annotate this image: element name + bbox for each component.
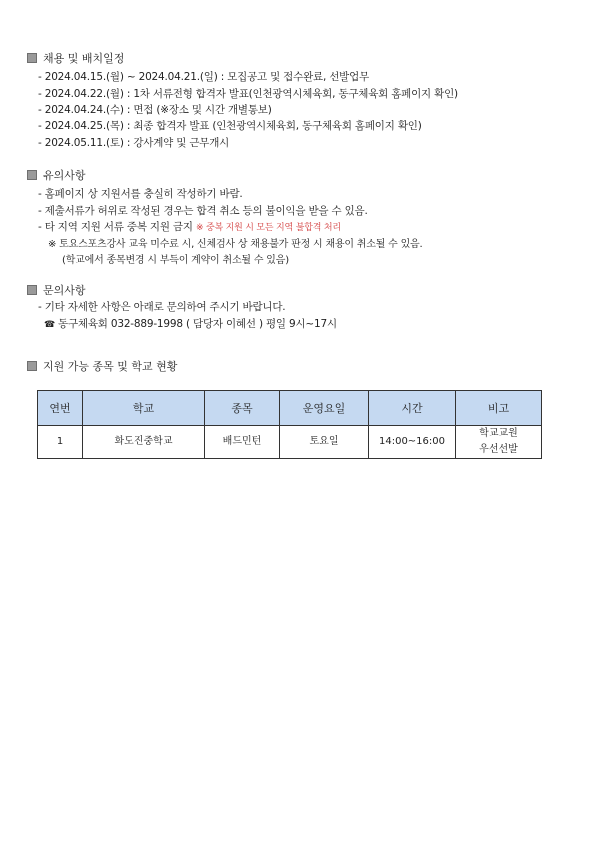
phone-icon: ☎ [44,320,56,330]
notes-title: 유의사항 [43,169,86,182]
notes-item-duplicate [38,219,341,234]
note-line: 우선선발 [479,444,518,455]
square-bullet-icon [27,361,37,371]
schedule-title: 채용 및 배치일정 [43,52,125,65]
table-row [38,426,542,459]
extra-note: ※ 토요스포츠강사 교육 미수료 시, 신체검사 상 채용불가 판정 시 채용이 취소될 수 있음. [48,239,423,250]
square-bullet-icon [27,285,37,295]
inquiry-line: - 기타 자세한 사항은 아래로 문의하여 주시기 바랍니다. [38,301,286,313]
notes-section-title [27,168,86,182]
table-header-row [38,391,542,426]
schedule-item: - 2024.05.11.(토) : 강사계약 및 근무개시 [38,137,230,149]
notes-item: - 제출서류가 허위로 작성된 경우는 합격 취소 등의 불이익을 받을 수 있음. [38,205,368,217]
schedule-item: - 2024.04.15.(월) ~ 2024.04.21.(일) : 모집공고 및 접수완료, 선발업무 [38,71,370,83]
header-no: 연번 [38,391,83,426]
cell-no: 1 [38,426,83,459]
inquiry-title: 문의사항 [43,284,86,297]
notes-item: - 타 지역 지원 서류 중복 지원 금지 [38,221,193,233]
schedule-item: - 2024.04.25.(목) : 최종 합격자 발표 (인천광역시체육회, 동구체육회 홈페이지 확인) [38,120,422,132]
cell-school: 화도진중학교 [83,426,205,459]
square-bullet-icon [27,170,37,180]
header-school: 학교 [83,391,205,426]
header-day: 운영요일 [280,391,369,426]
inquiry-section-title [27,283,86,297]
duplicate-warning: ※ 중복 지원 시 모든 지역 불합격 처리 [195,223,341,233]
extra-note: (학교에서 종목변경 시 부득이 계약이 취소될 수 있음) [62,255,289,266]
schedule-item: - 2024.04.24.(수) : 면접 (※장소 및 시간 개별통보) [38,104,272,116]
contact-line [44,316,337,331]
schools-table [37,390,542,459]
notes-item: - 홈페이지 상 지원서를 충실히 작성하기 바람. [38,188,243,200]
schedule-section-title [27,51,124,65]
cell-day: 토요일 [280,426,369,459]
square-bullet-icon [27,53,37,63]
header-note: 비고 [456,391,542,426]
schools-section-title [27,359,177,373]
note-line: 학교교원 [479,428,518,439]
cell-sport: 배드민턴 [205,426,280,459]
cell-time: 14:00~16:00 [369,426,456,459]
header-sport: 종목 [205,391,280,426]
schools-title: 지원 가능 종목 및 학교 현황 [43,360,178,373]
cell-note [456,426,542,459]
schedule-item: - 2024.04.22.(월) : 1차 서류전형 합격자 발표(인천광역시체육회, 동구체육회 홈페이지 확인) [38,88,458,100]
header-time: 시간 [369,391,456,426]
contact-text: 동구체육회 032-889-1998 ( 담당자 이혜선 ) 평일 9시~17시 [58,318,337,330]
